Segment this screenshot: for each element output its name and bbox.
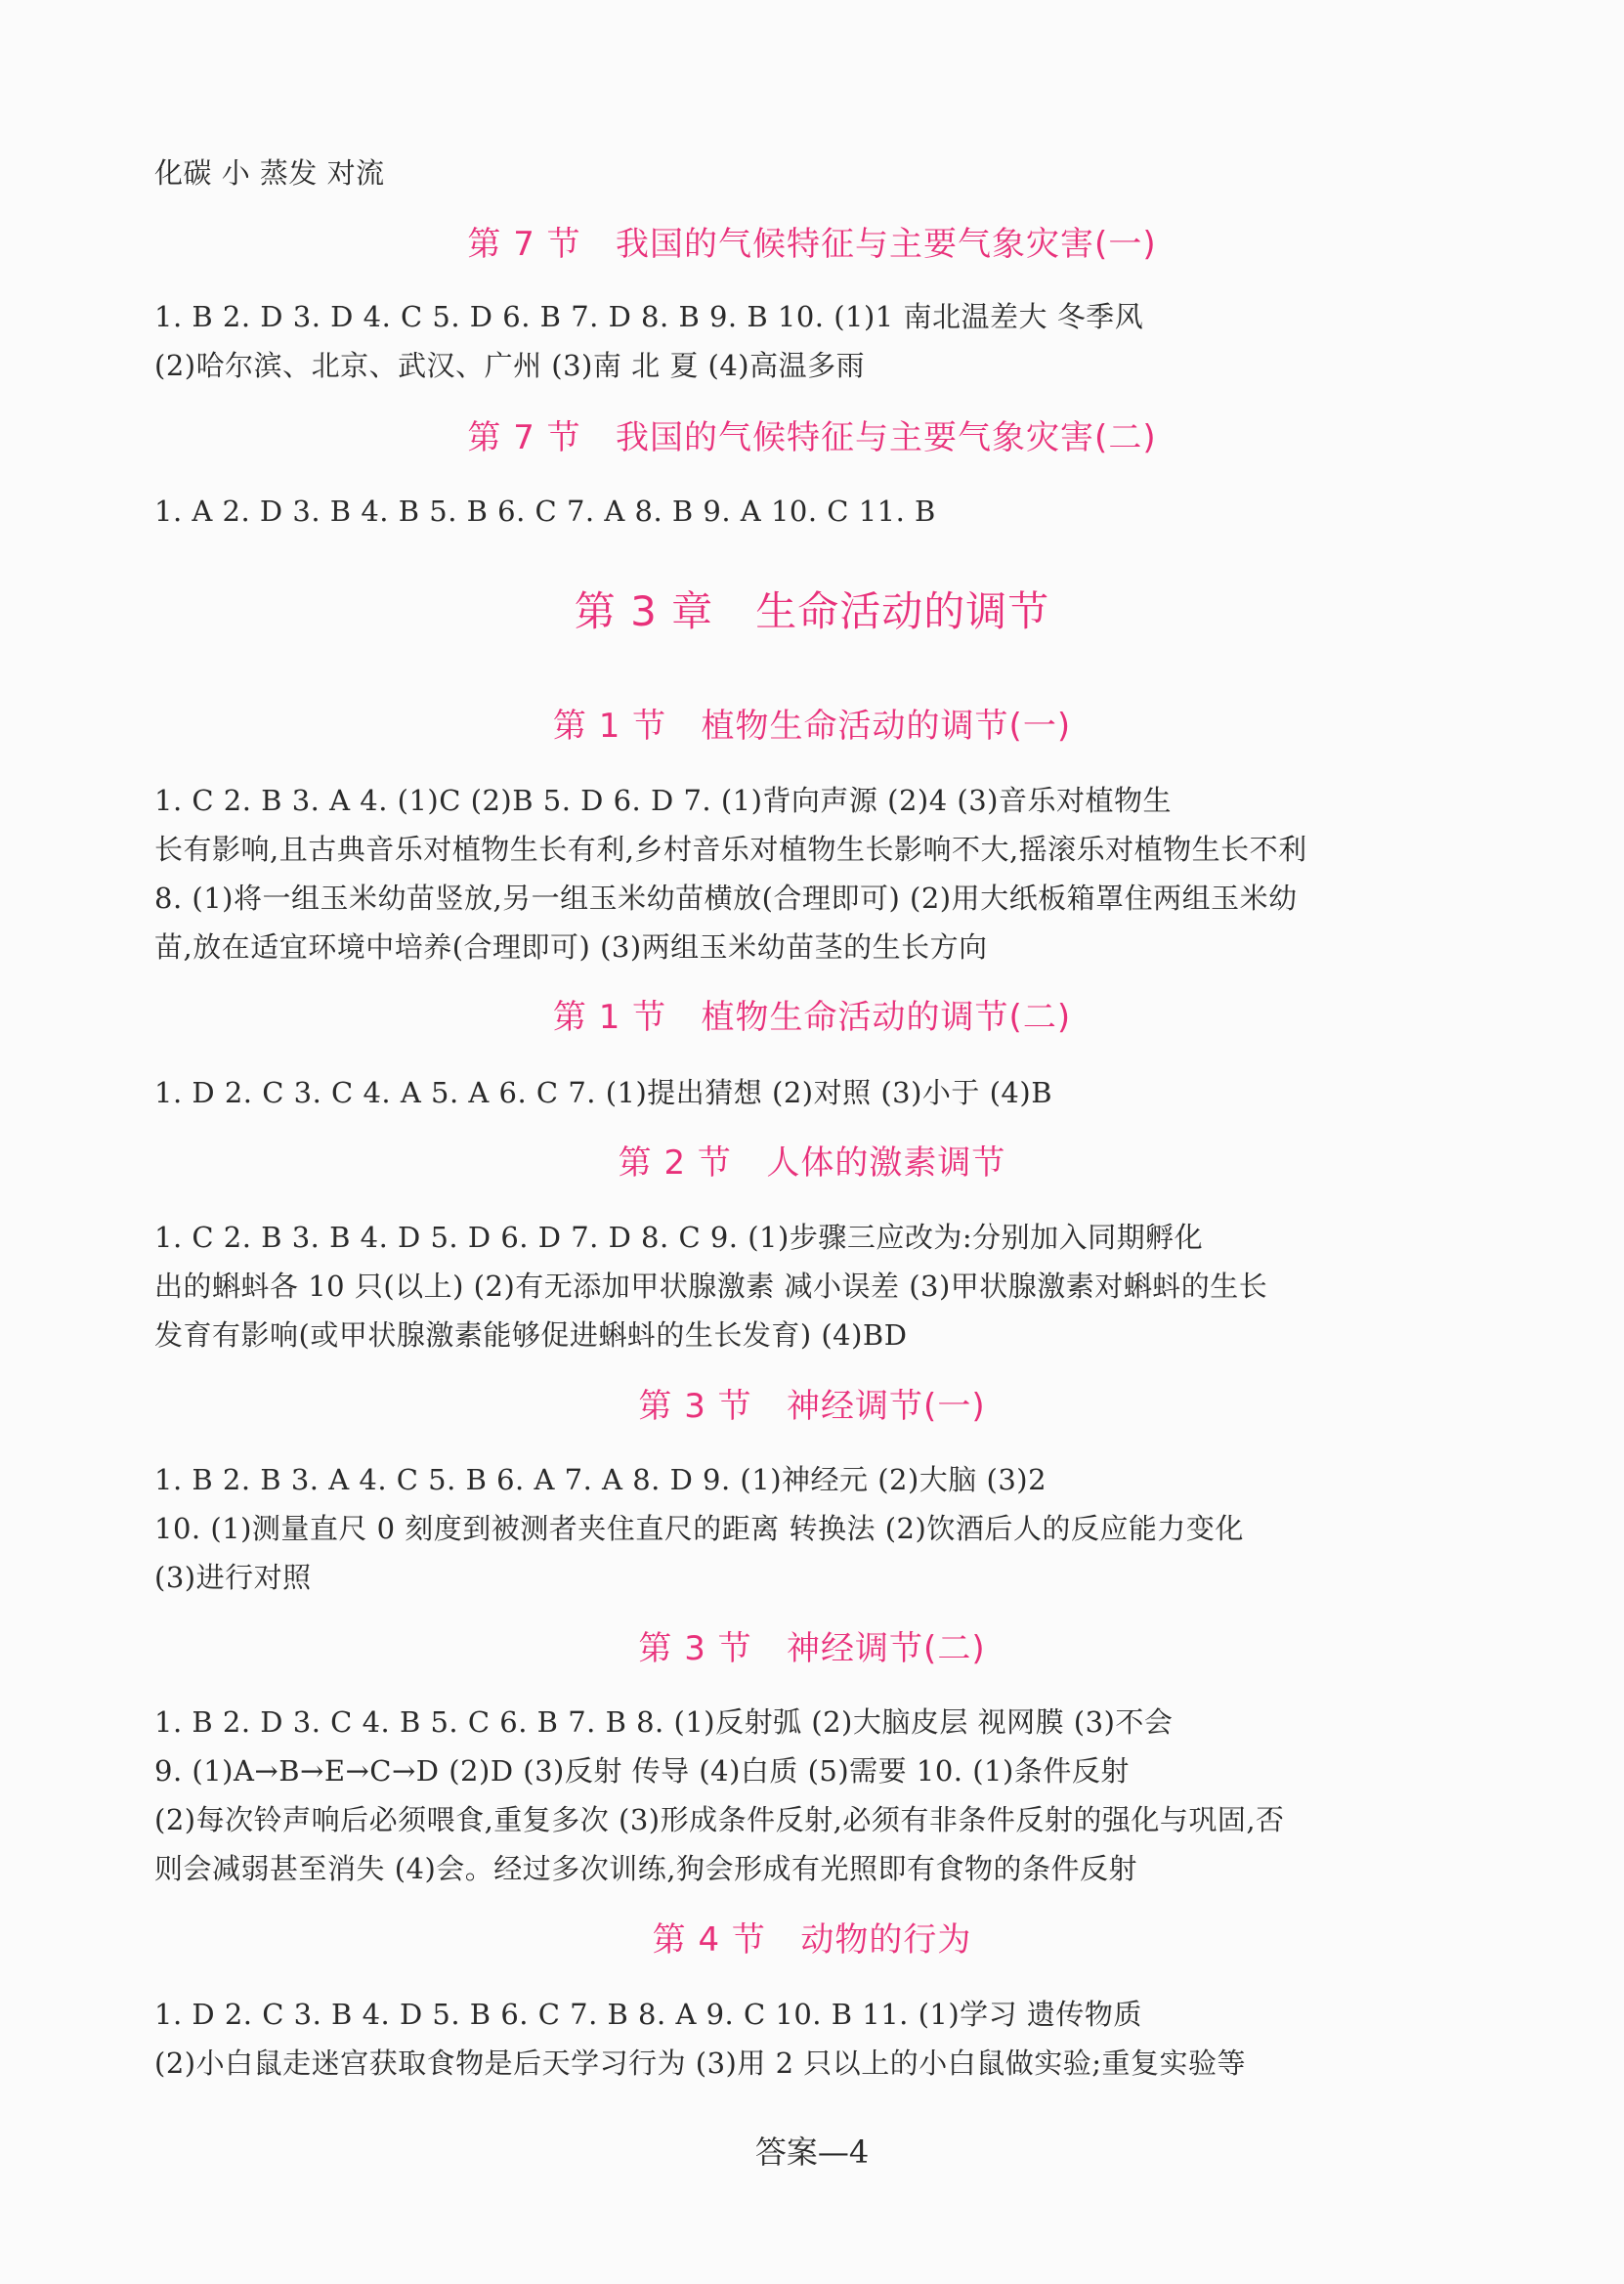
- answer-line: 1. A 2. D 3. B 4. B 5. B 6. C 7. A 8. B 9. A 10. C 11. B: [154, 495, 936, 528]
- answer-line: 9. (1)A→B→E→C→D (2)D (3)反射 传导 (4)白质 (5)需要 10. (1)条件反射: [154, 1754, 1130, 1788]
- answer-line: 长有影响,且古典音乐对植物生长有利,乡村音乐对植物生长影响不大,摇滚乐对植物生长不利: [154, 833, 1307, 866]
- answer-line: 则会减弱甚至消失 (4)会。经过多次训练,狗会形成有光照即有食物的条件反射: [154, 1852, 1138, 1885]
- answer-line: 1. B 2. D 3. D 4. C 5. D 6. B 7. D 8. B 9. B 10. (1)1 南北温差大 冬季风: [154, 300, 1144, 333]
- section-heading: 第 7 节 我国的气候特征与主要气象灾害(一): [467, 225, 1157, 264]
- answer-line: 8. (1)将一组玉米幼苗竖放,另一组玉米幼苗横放(合理即可) (2)用大纸板箱罩住两组玉米幼: [154, 882, 1298, 915]
- answer-line: 1. C 2. B 3. B 4. D 5. D 6. D 7. D 8. C 9. (1)步骤三应改为:分别加入同期孵化: [154, 1221, 1204, 1254]
- page-number: 答案—4: [754, 2133, 870, 2171]
- section-heading: 第 4 节 动物的行为: [652, 1920, 972, 1960]
- answer-line: (2)哈尔滨、北京、武汉、广州 (3)南 北 夏 (4)高温多雨: [154, 349, 866, 382]
- chapter-title: 第 3 章 生命活动的调节: [574, 587, 1050, 635]
- answer-line: (2)每次铃声响后必须喂食,重复多次 (3)形成条件反射,必须有非条件反射的强化与巩固,否: [154, 1803, 1285, 1836]
- answer-line: (2)小白鼠走迷宫获取食物是后天学习行为 (3)用 2 只以上的小白鼠做实验;重复实验等: [154, 2047, 1247, 2080]
- answer-line: 1. D 2. C 3. B 4. D 5. B 6. C 7. B 8. A 9. C 10. B 11. (1)学习 遗传物质: [154, 1998, 1142, 2031]
- answer-line: 1. C 2. B 3. A 4. (1)C (2)B 5. D 6. D 7. (1)背向声源 (2)4 (3)音乐对植物生: [154, 784, 1172, 817]
- text-line: 化碳 小 蒸发 对流: [154, 156, 385, 190]
- section-heading: 第 2 节 人体的激素调节: [618, 1143, 1006, 1183]
- answer-line: 苗,放在适宜环境中培养(合理即可) (3)两组玉米幼苗茎的生长方向: [154, 930, 988, 964]
- section-heading: 第 1 节 植物生命活动的调节(二): [552, 998, 1072, 1037]
- answer-line: (3)进行对照: [154, 1561, 312, 1594]
- section-heading: 第 3 节 神经调节(二): [638, 1629, 986, 1668]
- answer-line: 1. D 2. C 3. C 4. A 5. A 6. C 7. (1)提出猜想 (2)对照 (3)小于 (4)B: [154, 1076, 1053, 1109]
- answer-line: 出的蝌蚪各 10 只(以上) (2)有无添加甲状腺激素 减小误差 (3)甲状腺激素对蝌蚪的生长: [154, 1270, 1268, 1303]
- answer-line: 10. (1)测量直尺 0 刻度到被测者夹住直尺的距离 转换法 (2)饮酒后人的反应能力变化: [154, 1512, 1244, 1545]
- section-heading: 第 3 节 神经调节(一): [638, 1387, 986, 1426]
- answer-line: 发育有影响(或甲状腺激素能够促进蝌蚪的生长发育) (4)BD: [154, 1318, 908, 1352]
- answer-line: 1. B 2. B 3. A 4. C 5. B 6. A 7. A 8. D 9. (1)神经元 (2)大脑 (3)2: [154, 1463, 1047, 1496]
- section-heading: 第 7 节 我国的气候特征与主要气象灾害(二): [467, 418, 1157, 457]
- section-heading: 第 1 节 植物生命活动的调节(一): [552, 707, 1072, 746]
- answer-line: 1. B 2. D 3. C 4. B 5. C 6. B 7. B 8. (1)反射弧 (2)大脑皮层 视网膜 (3)不会: [154, 1705, 1174, 1739]
